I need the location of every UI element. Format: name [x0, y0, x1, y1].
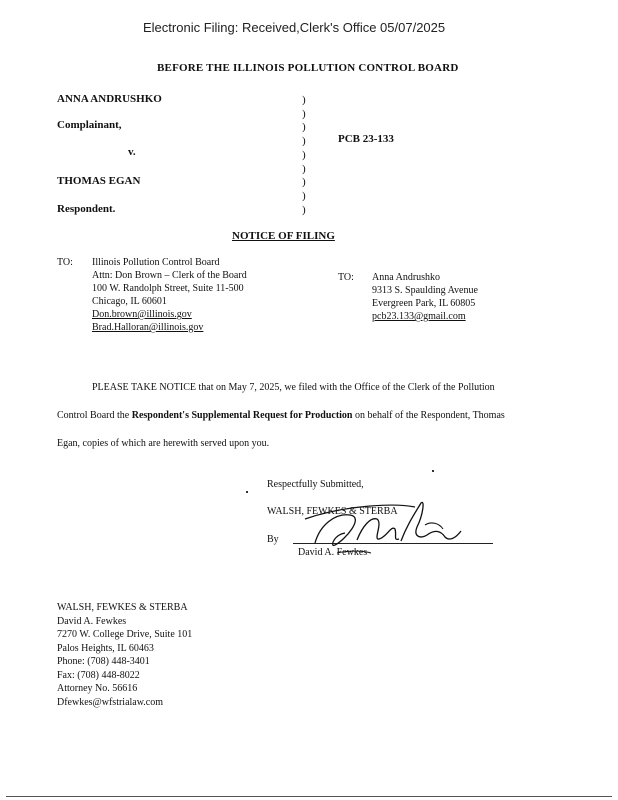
paren: ) [302, 148, 306, 161]
respondent-label: Respondent. [57, 203, 116, 215]
address-line: Evergreen Park, IL 60805 [372, 298, 476, 309]
attorney-line: 7270 W. College Drive, Suite 101 [57, 629, 193, 640]
attorney-line: Palos Heights, IL 60463 [57, 642, 154, 654]
electronic-filing-stamp: Electronic Filing: Received,Clerk's Office 05/07/2025 [143, 20, 446, 35]
body-line-3: Egan, copies of which are herewith served upon you. [57, 438, 270, 449]
by-label: By [267, 534, 279, 545]
address-line: Chicago, IL 60601 [92, 296, 167, 307]
paren: ) [302, 162, 306, 175]
paren: ) [302, 189, 306, 202]
attorney-block [57, 601, 192, 709]
notice-title: NOTICE OF FILING [232, 230, 335, 242]
body-text: Control Board the [57, 410, 132, 421]
signature-firm: WALSH, FEWKES & STERBA [267, 506, 398, 517]
complainant-label: Complainant, [57, 119, 122, 131]
to-recipient-board [92, 256, 247, 334]
paren: ) [302, 107, 306, 120]
versus-label: v. [128, 146, 136, 158]
caption-parentheses [302, 94, 306, 217]
complainant-name: ANNA ANDRUSHKO [57, 93, 162, 105]
address-line: 100 W. Randolph Street, Suite 11-500 [92, 283, 244, 294]
signer-name: David A. Fewkes [298, 547, 368, 558]
attorney-line: WALSH, FEWKES & STERBA [57, 602, 188, 613]
email-link-don-brown[interactable]: Don.brown@illinois.gov [92, 309, 192, 320]
to-recipient-complainant [372, 271, 478, 323]
paren: ) [302, 94, 306, 106]
respondent-name: THOMAS EGAN [57, 175, 141, 187]
to-label-right: TO: [338, 272, 354, 283]
paren: ) [302, 121, 306, 134]
paren: ) [302, 135, 306, 148]
body-line-2 [57, 409, 505, 422]
attorney-line: Attorney No. 56616 [57, 683, 138, 694]
attorney-line: Phone: (708) 448-3401 [57, 656, 150, 667]
address-line: Attn: Don Brown – Clerk of the Board [92, 270, 247, 281]
case-number: PCB 23-133 [338, 133, 394, 145]
paren: ) [302, 176, 306, 189]
page-bottom-rule [6, 796, 612, 797]
body-text: on behalf of the Respondent, Thomas [352, 410, 505, 421]
speck-mark [246, 491, 248, 493]
to-label-left: TO: [57, 257, 73, 268]
address-line: Illinois Pollution Control Board [92, 257, 220, 268]
handwritten-signature [275, 495, 475, 565]
email-link-brad-halloran[interactable]: Brad.Halloran@illinois.gov [92, 322, 204, 333]
paren: ) [302, 203, 306, 216]
speck-mark [432, 470, 434, 472]
document-title: Respondent's Supplemental Request for Production [131, 410, 353, 421]
email-link-complainant[interactable]: pcb23.133@gmail.com [372, 311, 466, 322]
address-line: 9313 S. Spaulding Avenue [372, 285, 478, 296]
attorney-email[interactable]: Dfewkes@wfstrialaw.com [57, 696, 164, 708]
closing-text: Respectfully Submitted, [267, 479, 364, 490]
body-line-1: PLEASE TAKE NOTICE that on May 7, 2025, we filed with the Office of the Clerk of the Pollution [92, 382, 495, 393]
attorney-line: David A. Fewkes [57, 615, 127, 627]
page-heading: BEFORE THE ILLINOIS POLLUTION CONTROL BOARD [157, 62, 459, 74]
attorney-line: Fax: (708) 448-8022 [57, 669, 140, 681]
address-line: Anna Andrushko [372, 272, 441, 283]
